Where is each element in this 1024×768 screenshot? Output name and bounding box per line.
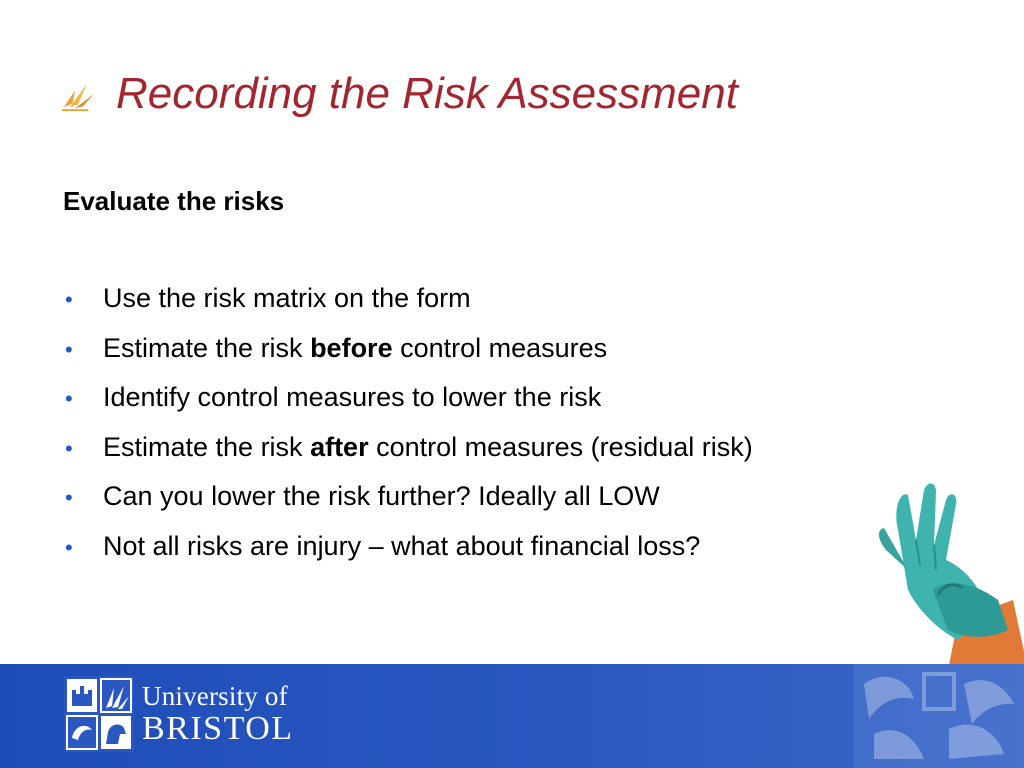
slide-title: Recording the Risk Assessment — [116, 69, 738, 118]
list-item — [63, 382, 753, 432]
list-item — [63, 432, 753, 482]
university-flame-icon — [60, 75, 98, 113]
bullet-icon: • — [65, 435, 73, 461]
bullet-icon: • — [65, 485, 73, 510]
bullet-text: Estimate the risk after control measures (residual risk) — [103, 431, 753, 462]
list-item — [63, 531, 753, 581]
logo-text — [142, 680, 294, 747]
gloves-illustration — [838, 470, 1024, 670]
bullet-text: Use the risk matrix on the form — [103, 283, 471, 313]
bullet-icon: • — [65, 336, 73, 362]
title-row — [60, 62, 738, 126]
list-item — [63, 481, 753, 531]
bullet-text: Estimate the risk before control measures — [103, 332, 608, 363]
bullet-icon: • — [65, 287, 73, 312]
list-item — [63, 283, 753, 333]
bullet-text: Not all risks are injury – what about financial loss? — [103, 530, 701, 561]
university-logo — [64, 676, 294, 752]
bullet-text: Identify control measures to lower the risk — [103, 382, 602, 412]
bristol-crest-icon — [64, 676, 134, 752]
subheading: Evaluate the risks — [63, 186, 285, 216]
bullet-icon: • — [65, 534, 73, 560]
list-item — [63, 333, 753, 383]
logo-bristol: BRISTOL — [142, 709, 294, 747]
crest-pattern-decoration — [854, 664, 1024, 768]
logo-university-of: University of — [142, 680, 288, 711]
bullet-text: Can you lower the risk further? Ideally all LOW — [103, 481, 660, 511]
bullet-list — [63, 283, 753, 580]
bullet-icon: • — [65, 386, 73, 411]
